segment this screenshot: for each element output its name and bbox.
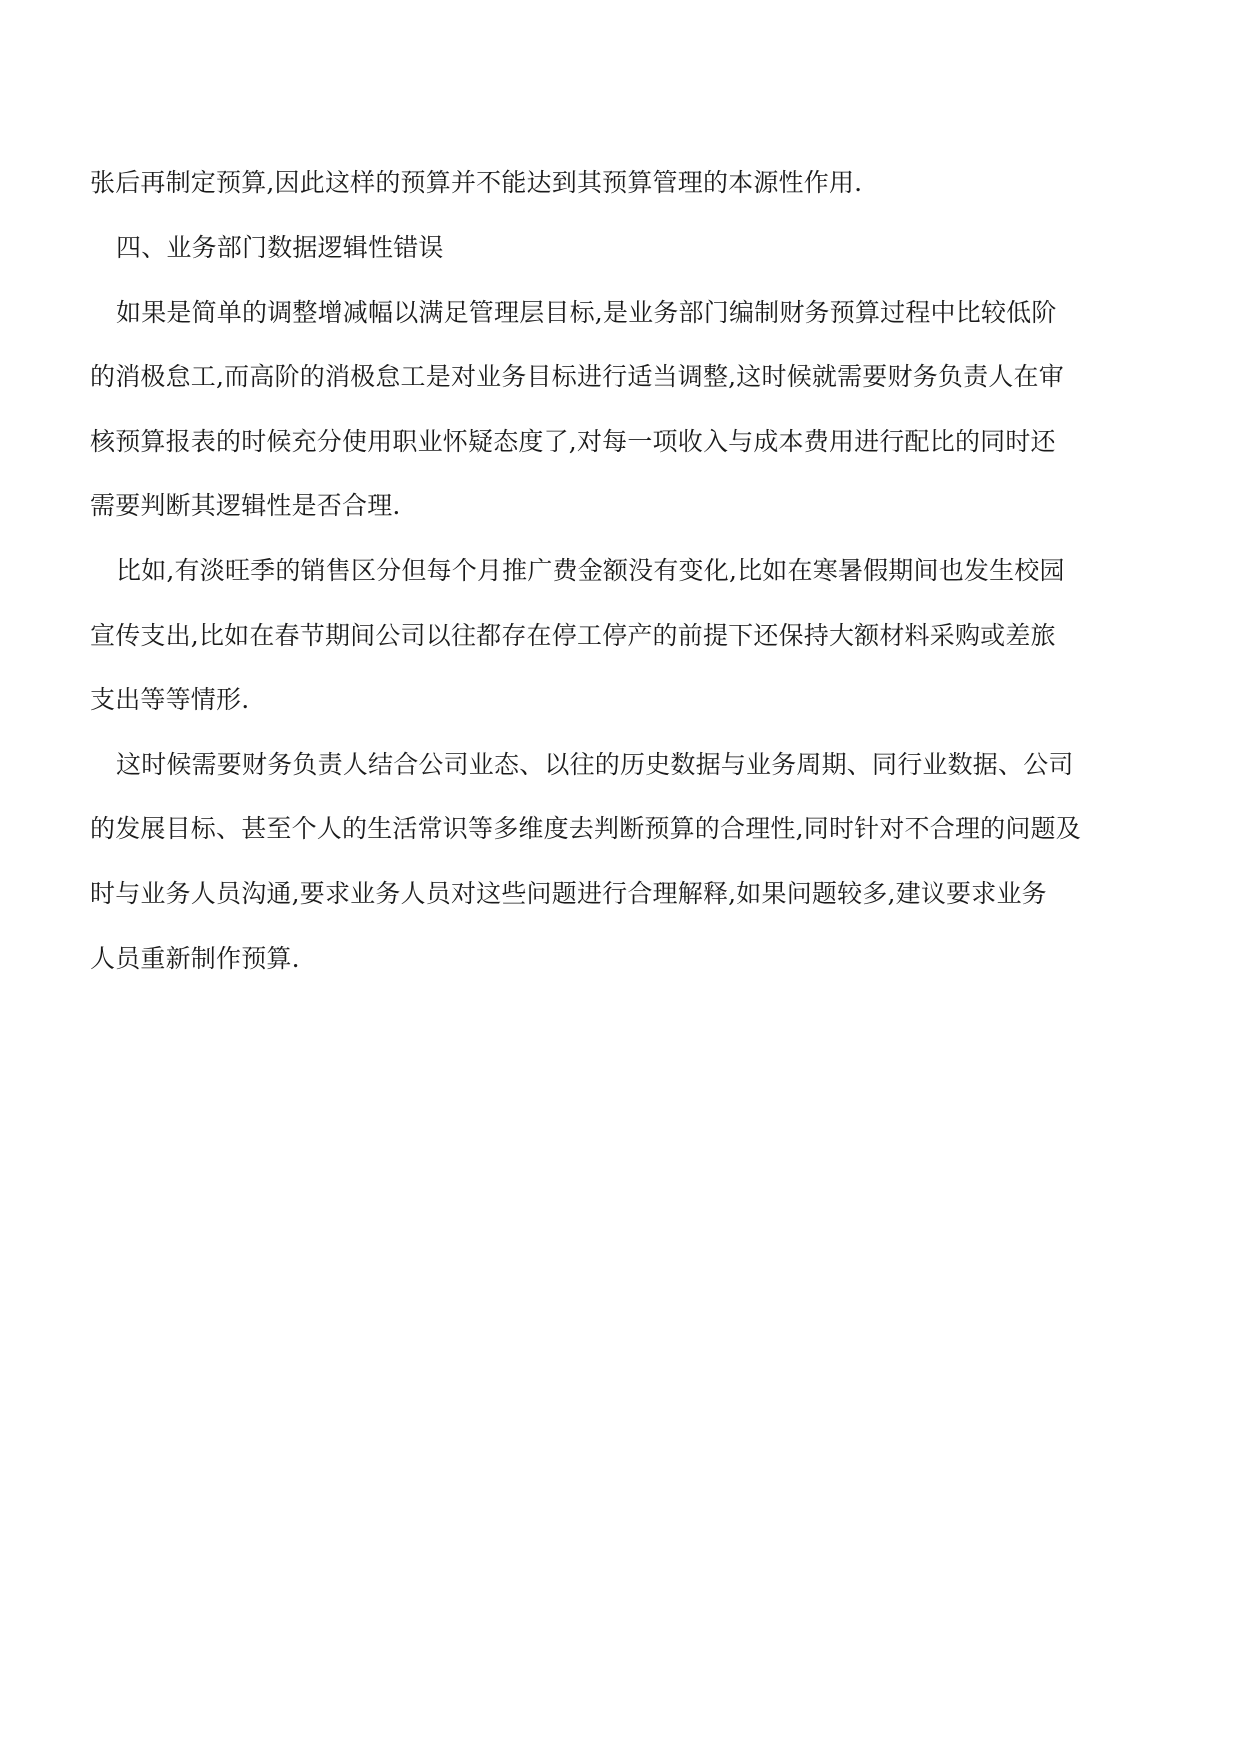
paragraph-line: 宣传支出,比如在春节期间公司以往都存在停工停产的前提下还保持大额材料采购或差旅 [90, 621, 1056, 650]
paragraph-line: 如果是简单的调整增减幅以满足管理层目标,是业务部门编制财务预算过程中比较低阶 [116, 298, 1057, 327]
paragraph-line: 这时候需要财务负责人结合公司业态、以往的历史数据与业务周期、同行业数据、公司 [116, 750, 1074, 779]
paragraph-line: 人员重新制作预算. [90, 944, 300, 973]
paragraph-line: 的消极怠工,而高阶的消极怠工是对业务目标进行适当调整,这时候就需要财务负责人在审 [90, 362, 1064, 391]
section-heading: 四、业务部门数据逻辑性错误 [116, 233, 444, 262]
paragraph-line: 时与业务人员沟通,要求业务人员对这些问题进行合理解释,如果问题较多,建议要求业务 [90, 879, 1047, 908]
paragraph-line: 的发展目标、甚至个人的生活常识等多维度去判断预算的合理性,同时针对不合理的问题及 [90, 814, 1081, 843]
paragraph-line: 支出等等情形. [90, 685, 250, 714]
paragraph-line: 张后再制定预算,因此这样的预算并不能达到其预算管理的本源性作用. [90, 168, 863, 197]
paragraph-line: 比如,有淡旺季的销售区分但每个月推广费金额没有变化,比如在寒暑假期间也发生校园 [116, 556, 1065, 585]
paragraph-line: 核预算报表的时候充分使用职业怀疑态度了,对每一项收入与成本费用进行配比的同时还 [90, 427, 1056, 456]
paragraph-line: 需要判断其逻辑性是否合理. [90, 491, 401, 520]
